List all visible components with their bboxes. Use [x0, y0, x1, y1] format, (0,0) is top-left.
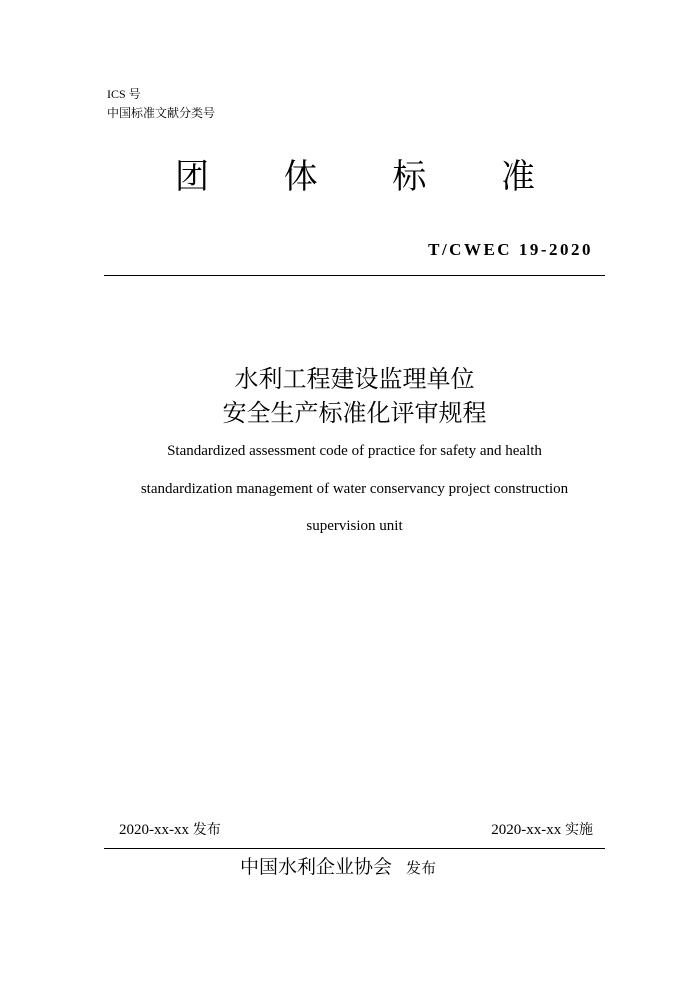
- title-zh-line-2: 安全生产标准化评审规程: [222, 399, 487, 427]
- issue-date-label: 发布: [192, 822, 221, 838]
- publisher-name: 中国水利企业协会: [240, 856, 393, 878]
- implementation-date: [491, 820, 593, 840]
- standard-type-char: 标: [392, 157, 427, 197]
- standard-type-char: 准: [500, 157, 535, 197]
- classification-number-label: 中国标准文献分类号: [107, 106, 216, 120]
- issue-date-value: 2020-xx-xx: [119, 822, 189, 838]
- implementation-date-label: 实施: [565, 822, 593, 838]
- title-zh-line-1: 水利工程建设监理单位: [234, 365, 475, 393]
- publisher-label: 发布: [406, 859, 437, 877]
- title-en-line-3: supervision unit: [306, 518, 403, 534]
- implementation-date-value: 2020-xx-xx: [491, 822, 562, 838]
- standard-type-char: 体: [283, 157, 318, 197]
- bottom-divider: [104, 848, 605, 849]
- ics-number-label: ICS 号: [107, 87, 141, 101]
- standard-type-heading: [175, 153, 535, 201]
- standard-type-char: 团: [175, 157, 209, 197]
- top-divider: [104, 275, 605, 276]
- standard-code: T/CWEC 19-2020: [428, 240, 593, 259]
- issue-date: [119, 820, 221, 840]
- publisher-line: [240, 853, 436, 882]
- title-en-line-2: standardization management of water conservancy project construction: [140, 481, 569, 497]
- title-en-line-1: Standardized assessment code of practice for safety and health: [167, 443, 542, 459]
